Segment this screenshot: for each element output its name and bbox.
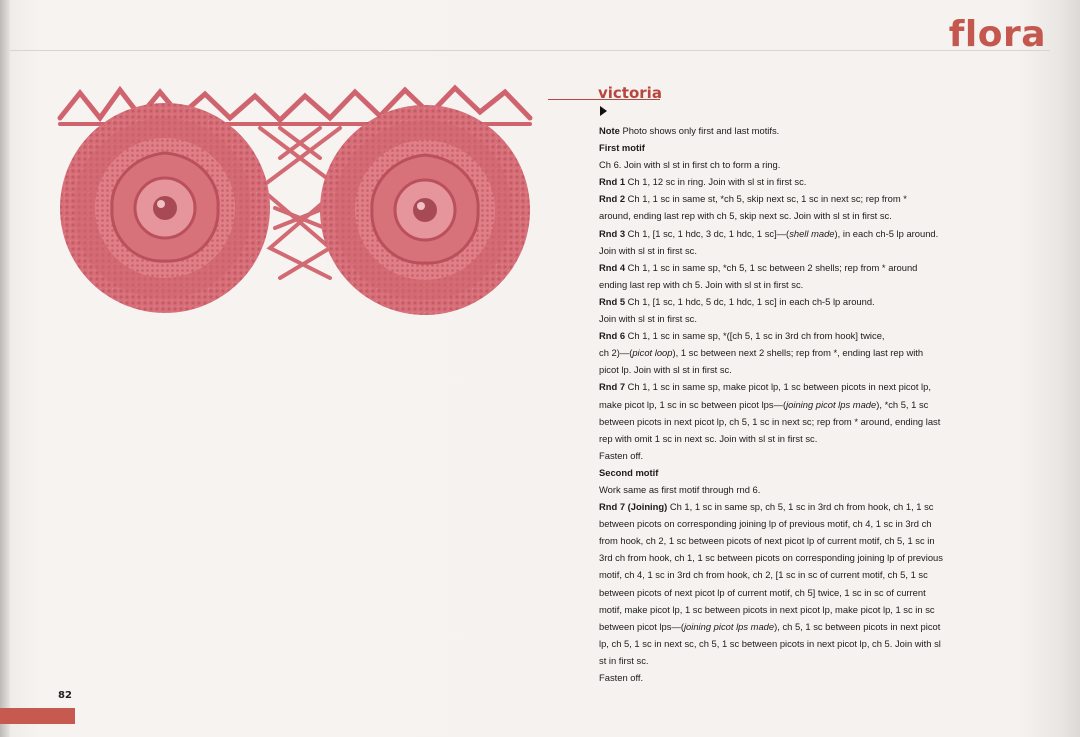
instruction-line [599, 396, 1009, 413]
instruction-text: Fasten off. [599, 449, 644, 461]
instruction-line [599, 549, 1009, 566]
instruction-line [599, 190, 1009, 207]
instruction-line [599, 532, 1009, 549]
instruction-line [599, 669, 1009, 686]
instruction-text: Ch 1, 1 sc in same sp, ch 5, 1 sc in 3rd ch from hook, ch 1, 1 sc [667, 501, 934, 513]
instruction-text: between picot lps—( [599, 620, 684, 632]
instruction-text: Note [599, 125, 620, 136]
instruction-line [599, 566, 1009, 583]
instruction-text: joining picot lps made [683, 620, 775, 632]
instruction-text: make picot lp, 1 sc in sc between picot lps—( [599, 398, 787, 410]
instruction-text: between picots in next picot lp, ch 5, 1 sc in next sc; rep from * around, ending last [599, 415, 941, 427]
instruction-line [599, 378, 1009, 395]
instruction-text: ending last rep with ch 5. Join with sl st in first sc. [599, 278, 804, 290]
instruction-line [599, 173, 1009, 190]
instruction-line [599, 515, 1009, 532]
instruction-text: picot lp. Join with sl st in first sc. [599, 364, 732, 376]
instruction-line [599, 156, 1009, 173]
instruction-line [599, 601, 1009, 618]
instruction-line [599, 259, 1009, 276]
instruction-text: Rnd 1 [599, 176, 626, 188]
chapter-title: flora [948, 14, 1046, 55]
instruction-line [599, 361, 1009, 378]
instruction-text: Join with sl st in first sc. [599, 313, 697, 325]
instruction-text: Ch 1, 1 sc in same sp, *ch 5, 1 sc between 2 shells; rep from * around [625, 261, 918, 273]
instruction-line [599, 447, 1009, 464]
instruction-line [599, 207, 1009, 224]
instruction-text: ), in each ch-5 lp around. [834, 227, 939, 239]
instruction-text: Rnd 5 [599, 295, 626, 307]
instruction-text: motif, make picot lp, 1 sc between picots in next picot lp, make picot lp, 1 sc in sc [599, 603, 935, 615]
instruction-line [599, 652, 1009, 669]
crochet-photo [40, 78, 540, 316]
instruction-text: st in first sc. [599, 654, 649, 666]
instruction-text: ch 2)—( [599, 347, 633, 359]
instruction-line [599, 498, 1009, 515]
pattern-title: victoria [598, 84, 662, 102]
instruction-text: Rnd 3 [599, 227, 626, 239]
instruction-text: rep with omit 1 sc in next sc. Join with sl st in first sc. [599, 432, 818, 444]
pattern-instructions [599, 122, 1009, 686]
instruction-text: Rnd 7 (Joining) [599, 501, 668, 513]
instruction-line [599, 276, 1009, 293]
instruction-line [599, 327, 1009, 344]
instruction-line [599, 618, 1009, 635]
instruction-text: Ch 6. Join with sl st in first ch to form a ring. [599, 159, 781, 171]
instruction-line [599, 122, 1009, 139]
instruction-line [599, 139, 1009, 156]
instruction-text: Work same as first motif through rnd 6. [599, 483, 761, 495]
instruction-text: Fasten off. [599, 672, 644, 683]
rose-motif-left [60, 103, 270, 313]
instruction-text: Join with sl st in first sc. [599, 244, 697, 256]
instruction-text: picot loop [632, 347, 673, 359]
instruction-line [599, 413, 1009, 430]
instruction-line [599, 481, 1009, 498]
instruction-text: around, ending last rep with ch 5, skip next sc. Join with sl st in first sc. [599, 210, 892, 222]
instruction-line [599, 430, 1009, 447]
instruction-text: Ch 1, 1 sc in same sp, *([ch 5, 1 sc in 3rd ch from hook] twice, [625, 330, 885, 342]
header-rule [10, 50, 1050, 51]
instruction-text: between picots on corresponding joining lp of previous motif, ch 4, 1 sc in 3rd ch [599, 518, 932, 530]
instruction-text: 3rd ch from hook, ch 1, 1 sc between picots on corresponding joining lp of previous [599, 552, 943, 564]
instruction-line [599, 225, 1009, 242]
instruction-text: between picots of next picot lp of current motif, ch 5] twice, 1 sc in sc of current [599, 586, 926, 598]
instruction-text: Rnd 7 [599, 381, 626, 393]
instruction-text: Ch 1, 1 sc in same sp, make picot lp, 1 sc between picots in next picot lp, [625, 381, 931, 393]
instruction-line [599, 242, 1009, 259]
page-number: 82 [58, 690, 72, 701]
instruction-text: First motif [599, 142, 645, 154]
instruction-text: ), *ch 5, 1 sc [876, 398, 929, 410]
instruction-text: Second motif [599, 466, 659, 478]
instruction-line [599, 310, 1009, 327]
instruction-text: lp, ch 5, 1 sc in next sc, ch 5, 1 sc between picots in next picot lp, ch 5. Join with sl [599, 637, 941, 649]
instruction-line [599, 344, 1009, 361]
instruction-text: Ch 1, 1 sc in same st, *ch 5, skip next sc, 1 sc in next sc; rep from * [625, 193, 907, 205]
instruction-text: Photo shows only first and last motifs. [619, 125, 780, 136]
instruction-text: Ch 1, 12 sc in ring. Join with sl st in first sc. [625, 176, 807, 188]
instruction-text: Ch 1, [1 sc, 1 hdc, 3 dc, 1 hdc, 1 sc]—( [625, 227, 790, 239]
instruction-text: from hook, ch 2, 1 sc between picots of next picot lp of current motif, ch 5, 1 sc in [599, 535, 935, 547]
instruction-text: joining picot lps made [786, 398, 877, 410]
instruction-text: ), 1 sc between next 2 shells; rep from *, ending last rep with [672, 347, 924, 359]
instruction-text: Rnd 4 [599, 261, 626, 273]
instruction-line [599, 464, 1009, 481]
instruction-text: Rnd 6 [599, 330, 626, 342]
arrow-right-icon [600, 106, 607, 116]
instruction-line [599, 293, 1009, 310]
footer-bar [0, 708, 75, 724]
instruction-text: Rnd 2 [599, 193, 626, 205]
instruction-text: motif, ch 4, 1 sc in 3rd ch from hook, ch 2, [1 sc in sc of current motif, ch 5, 1 sc [599, 569, 928, 581]
rose-motif-right [320, 105, 530, 315]
instruction-line [599, 584, 1009, 601]
instruction-text: Ch 1, [1 sc, 1 hdc, 5 dc, 1 hdc, 1 sc] in each ch-5 lp around. [625, 295, 875, 307]
book-binding [0, 0, 10, 737]
instruction-line [599, 635, 1009, 652]
instruction-text: shell made [789, 227, 835, 239]
instruction-text: ), ch 5, 1 sc between picots in next picot [774, 620, 941, 632]
